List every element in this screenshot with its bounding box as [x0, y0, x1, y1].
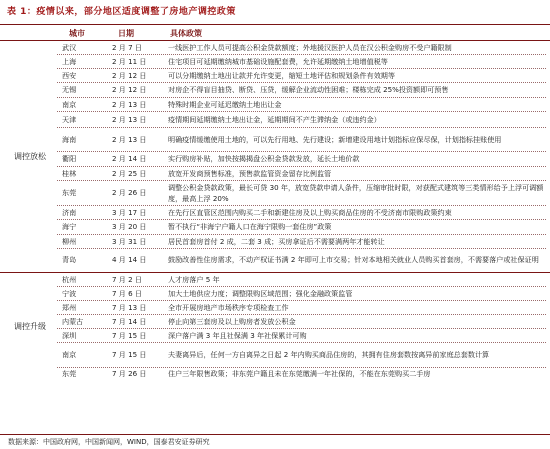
table-row [0, 329, 550, 343]
date-cell [112, 98, 164, 112]
date-cell-text: 2 月 13 日 [112, 114, 147, 124]
policy-cell [168, 69, 546, 83]
city-cell [62, 249, 107, 272]
policy-cell-text: 可以分期缴纳土地出让款并允许变更，缩短土地评估和规划条件有效期等 [168, 70, 395, 80]
city-cell-text: 衢阳 [62, 154, 77, 164]
table-row [0, 83, 550, 98]
policy-cell [168, 152, 546, 167]
date-cell [112, 206, 164, 220]
city-cell [62, 287, 107, 301]
date-cell-text: 2 月 25 日 [112, 168, 147, 178]
policy-cell [168, 235, 546, 249]
policy-cell [168, 287, 546, 301]
data-source-note: 数据来源：中国政府网，中国新闻网，WIND，国泰君安证券研究 [8, 438, 210, 446]
date-cell-text: 2 月 13 日 [112, 134, 147, 144]
table-row [0, 112, 550, 128]
policy-cell [168, 343, 546, 368]
city-cell [62, 273, 107, 287]
date-cell-text: 2 月 11 日 [112, 56, 147, 66]
city-cell [62, 220, 107, 235]
city-cell-text: 天津 [62, 114, 77, 124]
date-cell-text: 7 月 13 日 [112, 302, 147, 312]
policy-cell [168, 206, 546, 220]
table-row [0, 41, 550, 55]
date-cell [112, 368, 164, 381]
policy-cell-text: 夫妻离异后，任何一方自离异之日起 2 年内购买商品住房的，其拥有住房套数按离异前家庭总套数计算 [168, 350, 490, 360]
city-cell [62, 112, 107, 128]
table-row [0, 301, 550, 315]
table-row [0, 343, 550, 368]
city-cell [62, 152, 107, 167]
group-label: 调控升级 [14, 322, 46, 331]
policy-cell-text: 深户落户满 3 年且社保满 3 年社保累计可购 [168, 330, 307, 340]
date-cell-text: 7 月 26 日 [112, 369, 147, 379]
policy-cell-text: 住户三年限售政策；非东莞户籍且未在东莞缴满一年社保的，不能在东莞购买二手房 [168, 369, 431, 379]
policy-cell [168, 167, 546, 181]
city-cell-text: 青岛 [62, 255, 77, 265]
date-cell [112, 128, 164, 152]
city-cell-text: 西安 [62, 70, 77, 80]
table-row [0, 249, 550, 272]
city-cell [62, 181, 107, 206]
date-cell-text: 2 月 12 日 [112, 70, 147, 80]
date-cell [112, 343, 164, 368]
date-cell [112, 301, 164, 315]
policy-cell-text: 实行购房补贴，加快按揭揭盘公积金贷款发放，延长土地价款 [168, 154, 360, 164]
date-cell [112, 167, 164, 181]
date-cell-text: 3 月 17 日 [112, 207, 147, 217]
header-policy: 具体政策 [170, 29, 202, 38]
header-date: 日期 [118, 29, 134, 38]
policy-cell-text: 停止向第三套房及以上购房者发放公积金 [168, 316, 296, 326]
city-cell [62, 41, 107, 55]
date-cell-text: 3 月 31 日 [112, 236, 147, 246]
table-row [0, 235, 550, 249]
city-cell-text: 深圳 [62, 330, 77, 340]
table-row [0, 273, 550, 287]
table-row [0, 98, 550, 112]
city-cell [62, 98, 107, 112]
city-cell [62, 329, 107, 343]
city-cell [62, 301, 107, 315]
city-cell-text: 南京 [62, 350, 77, 360]
policy-cell-text: 明确疫情缓缴使用土地的，可以先行用地、先行建设；新增建设用地计划指标应保尽保，计划指标挂账使用 [168, 134, 502, 144]
header-city: 城市 [69, 29, 85, 38]
date-cell [112, 287, 164, 301]
date-cell-text: 7 月 2 日 [112, 274, 142, 284]
policy-cell-text: 人才房落户 5 年 [168, 274, 220, 284]
policy-cell-text: 疫情期间延期缴纳土地出让金，延期期间不产生滞纳金（或违约金） [168, 114, 381, 124]
city-cell-text: 海南 [62, 134, 77, 144]
date-cell [112, 69, 164, 83]
date-cell-text: 3 月 20 日 [112, 222, 147, 232]
table-row [0, 55, 550, 69]
policy-cell-text: 加大土地供应力度；调整限购区域范围；强化金融政策监管 [168, 288, 353, 298]
city-cell [62, 368, 107, 381]
date-cell [112, 83, 164, 98]
date-cell [112, 112, 164, 128]
date-cell [112, 55, 164, 69]
date-cell-text: 2 月 14 日 [112, 154, 147, 164]
policy-cell [168, 220, 546, 235]
policy-cell [168, 55, 546, 69]
policy-cell [168, 329, 546, 343]
date-cell [112, 220, 164, 235]
policy-cell-text: 一线医护工作人员可提高公积金贷款额度；外地援汉医护人员在汉公积金购房不受户籍限制 [168, 42, 452, 52]
policy-cell [168, 98, 546, 112]
policy-cell-text: 调整公积金贷款政策，最长可贷 30 年，放宽贷款申请人条件，压缩审批时限，对获配式建筑等三类情形给予上浮可调额度，最高上浮 20% [168, 183, 544, 203]
group-label: 调控放松 [14, 151, 46, 161]
city-cell-text: 无锡 [62, 85, 77, 95]
policy-cell-text: 在先行区直管区范围内购买二手和新建住房及以上购买商品住房的不受济南市限购政策约束 [168, 207, 452, 217]
city-cell [62, 206, 107, 220]
city-cell [62, 69, 107, 83]
table-row [0, 152, 550, 167]
policy-cell [168, 181, 546, 206]
table-row [0, 128, 550, 152]
city-cell [62, 167, 107, 181]
date-cell [112, 41, 164, 55]
date-cell-text: 7 月 15 日 [112, 330, 147, 340]
city-cell-text: 郑州 [62, 302, 77, 312]
city-cell-text: 杭州 [62, 274, 77, 284]
city-cell [62, 83, 107, 98]
policy-cell-text: 放宽开发商预售标准，预售款监管资金留存比例监管 [168, 168, 332, 178]
policy-cell [168, 315, 546, 329]
city-cell-text: 上海 [62, 56, 77, 66]
policy-cell [168, 83, 546, 98]
policy-cell [168, 112, 546, 128]
date-cell [112, 249, 164, 272]
policy-cell-text: 特殊时期企业可延迟缴纳土地出让金 [168, 99, 282, 109]
date-cell [112, 315, 164, 329]
city-cell-text: 南京 [62, 99, 77, 109]
table-row [0, 206, 550, 220]
policy-cell-text: 全市开展房地产市场秩序专项检查工作 [168, 302, 289, 312]
city-cell [62, 315, 107, 329]
policy-cell [168, 273, 546, 287]
date-cell-text: 4 月 14 日 [112, 255, 147, 265]
city-cell-text: 桂林 [62, 168, 77, 178]
policy-cell [168, 128, 546, 152]
date-cell [112, 181, 164, 206]
date-cell [112, 329, 164, 343]
table-row [0, 368, 550, 381]
city-cell [62, 343, 107, 368]
date-cell-text: 7 月 15 日 [112, 350, 147, 360]
date-cell-text: 7 月 14 日 [112, 316, 147, 326]
policy-cell [168, 41, 546, 55]
date-cell-text: 2 月 12 日 [112, 85, 147, 95]
date-cell [112, 273, 164, 287]
table-row [0, 167, 550, 181]
city-cell-text: 武汉 [62, 42, 77, 52]
policy-cell-text: 对房企不得盲目抽贷、断贷、压贷，缓解企业流动性困难；楼栋完成 25%投资额即可预售 [168, 85, 449, 95]
policy-cell-text: 暂不执行“非海宁户籍人口在海宁限购一套住房”政策 [168, 222, 332, 232]
table-row [0, 69, 550, 83]
table-bottom-rule [0, 434, 550, 435]
city-cell-text: 宁波 [62, 288, 77, 298]
policy-cell [168, 249, 546, 272]
city-cell [62, 55, 107, 69]
city-cell-text: 内蒙古 [62, 316, 84, 326]
city-cell [62, 128, 107, 152]
date-cell [112, 152, 164, 167]
city-cell-text: 东莞 [62, 369, 77, 379]
date-cell-text: 7 月 6 日 [112, 288, 142, 298]
city-cell-text: 海宁 [62, 222, 77, 232]
city-cell-text: 柳州 [62, 236, 77, 246]
policy-cell-text: 居民首套房首付 2 成，二套 3 成；买房拿证后不需要满两年才能转让 [168, 236, 385, 246]
city-cell-text: 济南 [62, 207, 77, 217]
policy-cell [168, 368, 546, 381]
table-row [0, 181, 550, 206]
date-cell-text: 2 月 13 日 [112, 99, 147, 109]
table-title: 表 1：疫情以来，部分地区适度调整了房地产调控政策 [7, 7, 236, 17]
table-row [0, 287, 550, 301]
table-row [0, 220, 550, 235]
city-cell-text: 东莞 [62, 188, 77, 198]
date-cell-text: 2 月 26 日 [112, 188, 147, 198]
policy-cell [168, 301, 546, 315]
table-row [0, 315, 550, 329]
table-header [0, 25, 550, 40]
city-cell [62, 235, 107, 249]
policy-cell-text: 鼓励改善性住房需求，不动产权证书满 2 年即可上市交易；针对本地相关就业人员购买首套房，不需要落户或社保证明 [168, 255, 539, 265]
date-cell-text: 2 月 7 日 [112, 42, 142, 52]
policy-cell-text: 住宅项目可延期缴纳城市基础设施配套费，允许延期缴纳土地增值税等 [168, 56, 388, 66]
date-cell [112, 235, 164, 249]
